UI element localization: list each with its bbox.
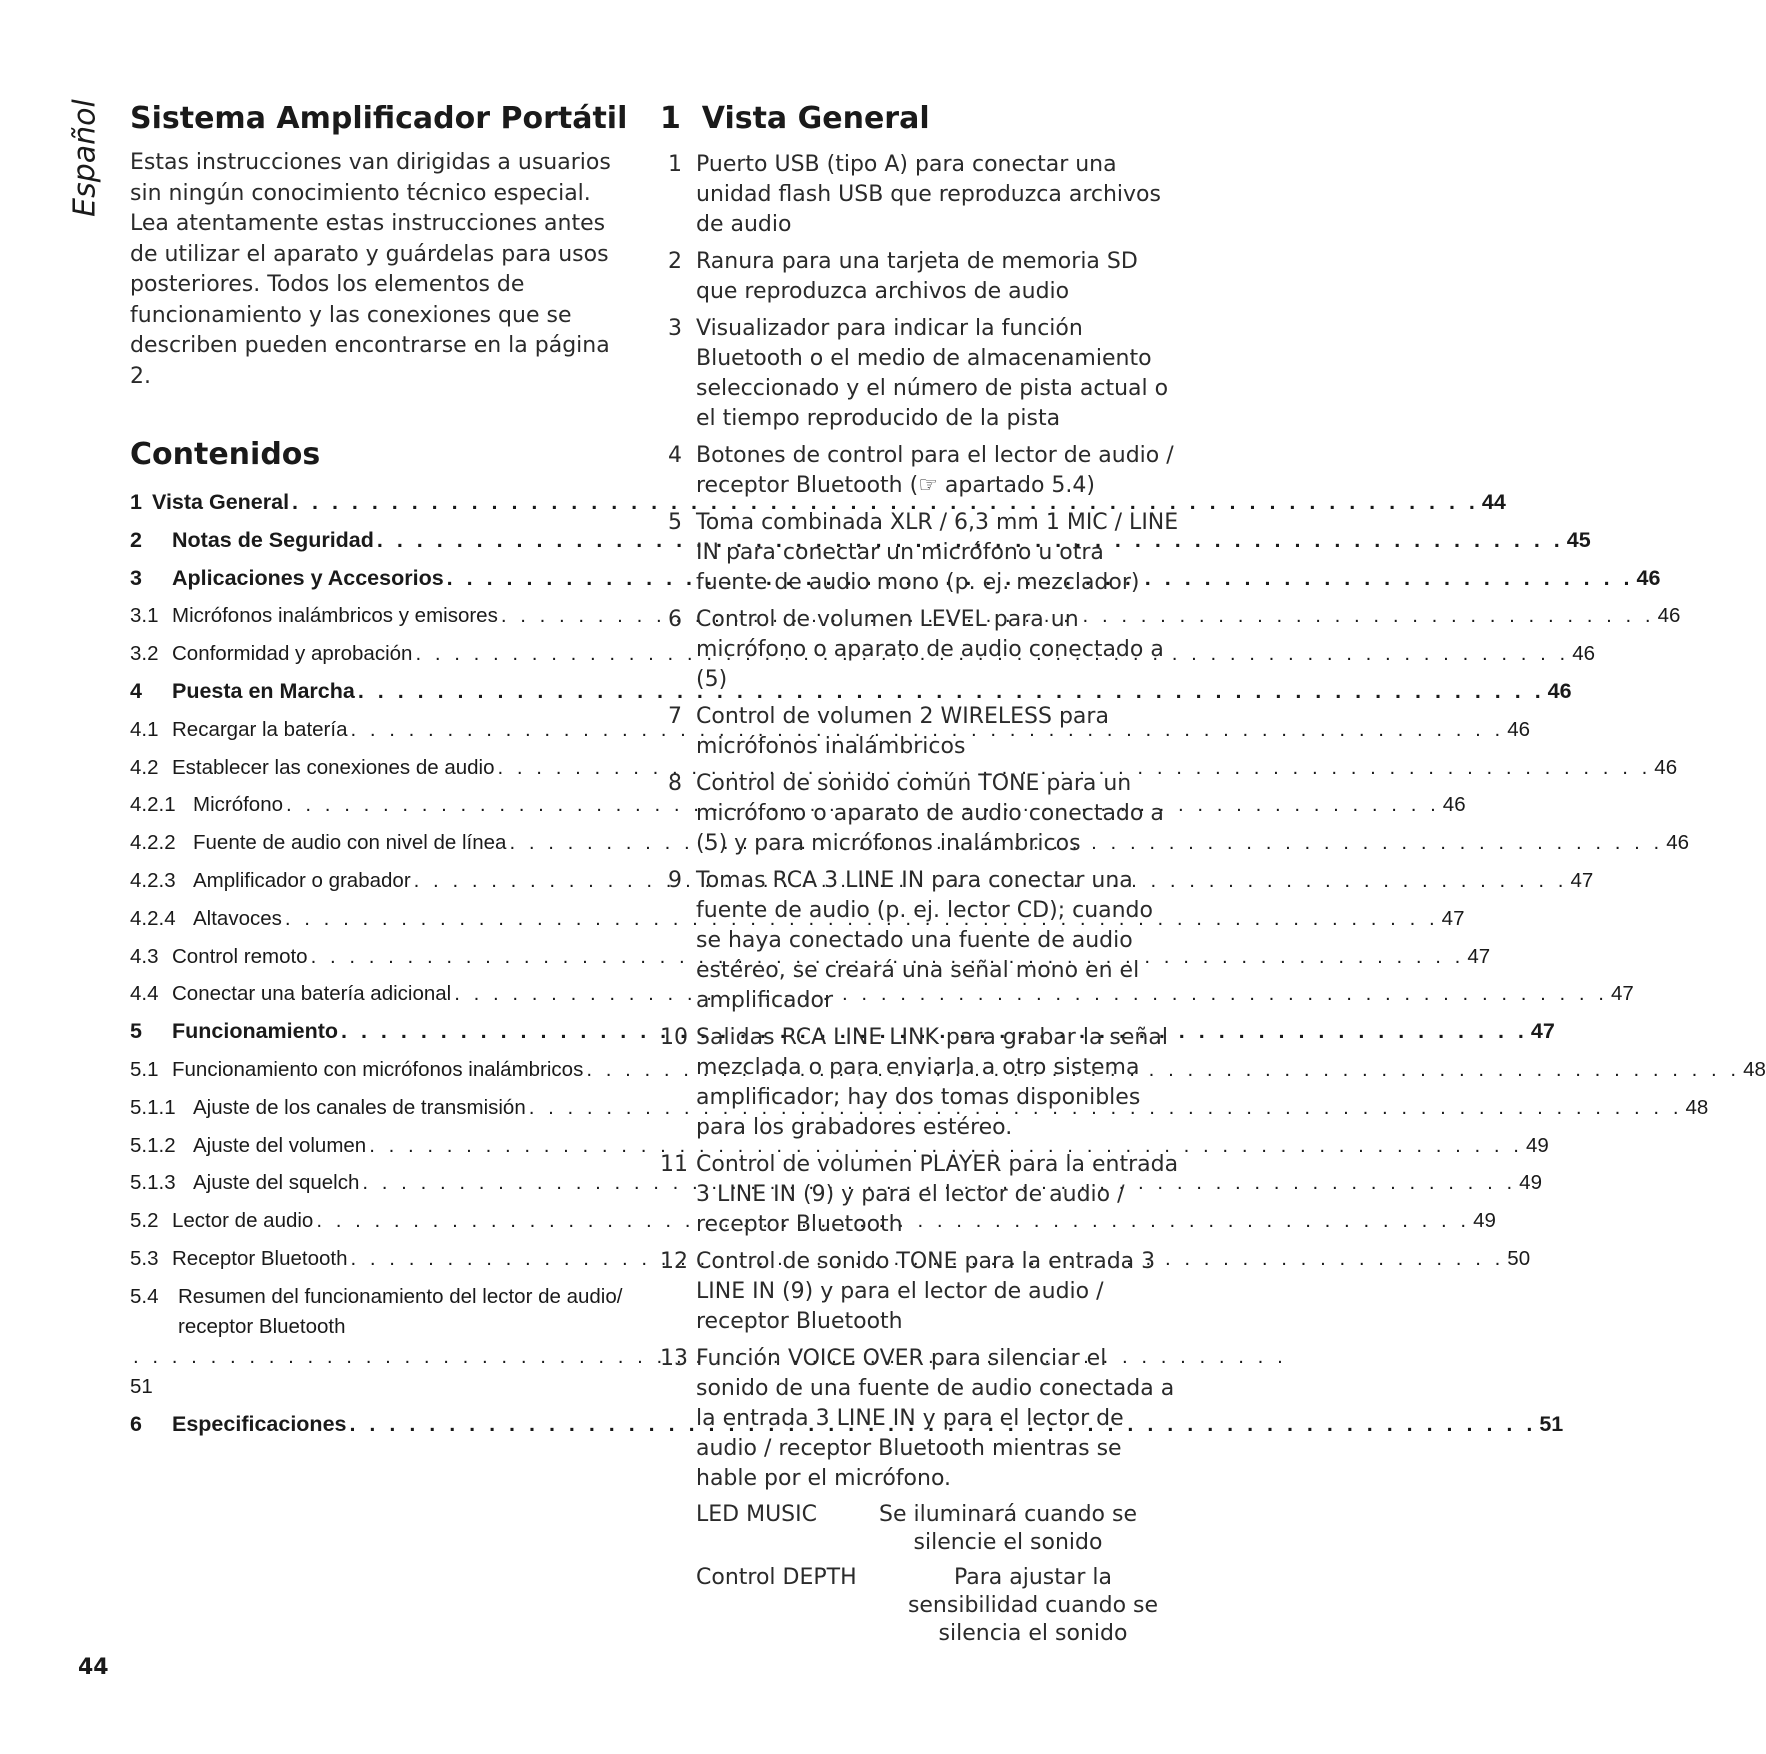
toc-page: 46 <box>1547 678 1572 703</box>
toc-entry <box>130 1406 1564 1444</box>
item-text: Control de volumen 2 WIRELESS para micrófonos inalámbricos <box>696 704 1109 759</box>
toc-title: Establecer las conexiones de audio <box>172 755 495 779</box>
toc-page: 47 <box>1570 868 1594 892</box>
toc-page: 48 <box>1743 1057 1766 1081</box>
page-number: 44 <box>78 1655 109 1680</box>
overview-item <box>660 508 1180 598</box>
toc-title: Micrófonos inalámbricos y emisores <box>172 604 498 628</box>
item-number: 5 <box>668 510 682 535</box>
toc-page: 48 <box>1685 1095 1709 1119</box>
toc-title: Ajuste de los canales de transmisión <box>193 1095 526 1119</box>
toc-number: 4.2.4 <box>130 906 176 930</box>
toc-page: 47 <box>1530 1019 1555 1044</box>
toc-title: Ajuste del volumen <box>193 1133 367 1157</box>
toc-title: Receptor Bluetooth <box>172 1246 348 1270</box>
toc-number: 4.2.3 <box>130 868 176 892</box>
overview-item <box>660 769 1180 859</box>
item-number: 9 <box>668 868 682 893</box>
intro-paragraph: Estas instrucciones van dirigidas a usuarios sin ningún conocimiento técnico especial. Lea atentamente estas instrucciones antes de utilizar el aparato y guárdelas para usos posteriores. Todos los elementos de funcionamiento y las conexiones que se describen pueden encontrarse en la página 2. <box>130 150 611 389</box>
overview-item <box>660 605 1180 695</box>
item-text: Tomas RCA 3 LINE IN para conectar una fuente de audio (p. ej. lector CD); cuando se haya conectado una fuente de audio estéreo, se creará una señal mono en el amplificador <box>696 868 1153 1013</box>
toc-entry <box>130 673 1572 711</box>
overview-item <box>660 702 1180 762</box>
toc-title: Control remoto <box>172 944 308 968</box>
toc-number: 4 <box>130 678 142 703</box>
voice-over-sub-items <box>696 1501 1180 1648</box>
overview-item <box>660 1247 1180 1337</box>
toc-page: 49 <box>1473 1209 1496 1233</box>
overview-heading <box>660 100 1180 138</box>
toc-page: 47 <box>1467 944 1491 968</box>
toc-number: 5.2 <box>130 1209 159 1233</box>
toc-title: Amplificador o grabador <box>193 868 411 892</box>
toc-number: 3.1 <box>130 604 159 628</box>
toc-title: Funcionamiento <box>172 1019 339 1044</box>
sub-item <box>696 1501 1180 1557</box>
toc-page: 46 <box>1572 642 1596 666</box>
item-number: 3 <box>668 316 682 341</box>
sub-item-label: Control DEPTH <box>696 1565 857 1590</box>
toc-number: 5.1 <box>130 1057 159 1081</box>
sub-item-description: Se iluminará cuando se silencie el sonido <box>878 1502 1138 1555</box>
toc-number: 3.2 <box>130 642 159 666</box>
toc-entry <box>130 1051 1766 1089</box>
item-number: 6 <box>668 607 682 632</box>
toc-number: 1 <box>130 490 142 514</box>
toc-number: 4.2.2 <box>130 831 176 855</box>
toc-title: Lector de audio <box>172 1209 314 1233</box>
toc-entry <box>130 1202 1496 1240</box>
overview-item <box>660 314 1180 434</box>
toc-number: 4.2 <box>130 755 159 779</box>
overview-item <box>660 1344 1180 1494</box>
toc-title: Puesta en Marcha <box>172 678 355 703</box>
item-number: 2 <box>668 249 682 274</box>
toc-number: 5.1.2 <box>130 1133 176 1157</box>
toc-number: 3 <box>130 565 142 590</box>
right-column <box>660 100 1180 1655</box>
toc-title: Conectar una batería adicional <box>172 982 452 1006</box>
item-text: Ranura para una tarjeta de memoria SD que reproduzca archivos de audio <box>696 249 1138 304</box>
overview-item <box>660 866 1180 1016</box>
item-number: 7 <box>668 704 682 729</box>
toc-page: 47 <box>1441 906 1465 930</box>
toc-number: 5.3 <box>130 1246 159 1270</box>
toc-number: 6 <box>130 1411 142 1436</box>
toc-entry <box>130 1278 635 1406</box>
toc-title: Funcionamiento con micrófonos inalámbricos <box>172 1057 584 1081</box>
toc-entry <box>130 560 1661 598</box>
item-number: 11 <box>660 1152 688 1177</box>
item-number: 1 <box>668 152 682 177</box>
overview-item <box>660 247 1180 307</box>
toc-entry <box>130 484 1506 522</box>
toc-number: 4.3 <box>130 944 159 968</box>
sub-item <box>696 1564 1180 1648</box>
overview-item <box>660 1150 1180 1240</box>
toc-page: 46 <box>1666 831 1690 855</box>
overview-item <box>660 150 1180 240</box>
toc-number: 5 <box>130 1019 142 1044</box>
item-text: Visualizador para indicar la función Bluetooth o el medio de almacenamiento seleccionado y el número de pista actual o el tiempo reproducido de la pista <box>696 316 1169 431</box>
item-text: Control de sonido común TONE para un micrófono o aparato de audio conectado a (5) y para micrófonos inalámbricos <box>696 771 1164 856</box>
toc-page: 46 <box>1654 755 1678 779</box>
overview-heading-number: 1 <box>660 101 681 136</box>
toc-entry <box>130 975 1634 1013</box>
item-number: 12 <box>660 1249 688 1274</box>
toc-page: 46 <box>1657 604 1681 628</box>
toc-entry <box>130 597 1681 635</box>
toc-title: Ajuste del squelch <box>193 1171 360 1195</box>
toc-entry <box>130 900 1465 938</box>
item-number: 8 <box>668 771 682 796</box>
toc-title: Micrófono <box>193 793 284 817</box>
toc-number: 5.4 <box>130 1284 159 1308</box>
language-label-text: Español <box>67 98 103 217</box>
item-text: Función VOICE OVER para silenciar el sonido de una fuente de audio conectada a la entrada 3 LINE IN y para el lector de audio / receptor Bluetooth mientras se hable por el micrófono. <box>696 1346 1175 1491</box>
overview-item-list <box>660 150 1180 1494</box>
item-text: Puerto USB (tipo A) para conectar una unidad flash USB que reproduzca archivos de audio <box>696 152 1161 237</box>
toc-entry <box>130 862 1594 900</box>
toc-page: 46 <box>1507 717 1531 741</box>
toc-title: Aplicaciones y Accesorios <box>172 565 444 590</box>
toc-number: 2 <box>130 527 142 552</box>
toc-entry <box>130 522 1591 560</box>
item-text: Toma combinada XLR / 6,3 mm 1 MIC / LINE IN para conectar un micrófono u otra fuente de audio mono (p. ej. mezclador) <box>696 510 1179 595</box>
item-number: 4 <box>668 443 682 468</box>
toc-page: 51 <box>1539 1411 1564 1436</box>
toc-entry <box>130 824 1690 862</box>
toc-title: Conformidad y aprobación <box>172 642 413 666</box>
toc-entry <box>130 635 1596 673</box>
item-number: 10 <box>660 1025 688 1050</box>
toc-title: Fuente de audio con nivel de línea <box>193 831 507 855</box>
item-text: Control de volumen PLAYER para la entrada 3 LINE IN (9) y para el lector de audio / receptor Bluetooth <box>696 1152 1179 1237</box>
toc-number: 5.1.1 <box>130 1095 176 1119</box>
toc-number: 5.1.3 <box>130 1171 176 1195</box>
item-number: 13 <box>660 1346 688 1371</box>
toc-entry <box>130 1089 1709 1127</box>
toc-number: 4.2.1 <box>130 793 176 817</box>
toc-page: 47 <box>1611 982 1634 1006</box>
overview-item <box>660 441 1180 501</box>
toc-title: Resumen del funcionamiento del lector de audio/ <box>178 1284 623 1308</box>
toc-title: Especificaciones <box>172 1411 347 1436</box>
toc-page: 45 <box>1566 527 1591 552</box>
toc-page: 51 <box>130 1374 153 1398</box>
item-text: Salidas RCA LINE LINK para grabar la señal mezclada o para enviarla a otro sistema amplificador; hay dos tomas disponibles para los grabadores estéreo. <box>696 1025 1168 1140</box>
toc-entry <box>130 786 1466 824</box>
toc-page: 50 <box>1507 1246 1531 1270</box>
toc-entry <box>130 749 1678 787</box>
overview-heading-text: Vista General <box>701 101 930 136</box>
overview-item <box>660 1023 1180 1143</box>
toc-page: 49 <box>1526 1133 1549 1157</box>
item-text: Control de sonido TONE para la entrada 3 LINE IN (9) y para el lector de audio / receptor Bluetooth <box>696 1249 1156 1334</box>
toc-title: Recargar la batería <box>172 717 348 741</box>
toc-page: 49 <box>1519 1171 1542 1195</box>
toc-page: 46 <box>1442 793 1466 817</box>
contents-heading: Contenidos <box>130 437 321 472</box>
sub-item-description: Para ajustar la sensibilidad cuando se silencia el sonido <box>907 1565 1159 1646</box>
toc-entry <box>130 938 1491 976</box>
toc-number: 4.4 <box>130 982 159 1006</box>
toc-title-continued: receptor Bluetooth <box>178 1314 346 1338</box>
item-text: Control de volumen LEVEL para un micrófono o aparato de audio conectado a (5) <box>696 607 1164 692</box>
toc-title: Altavoces <box>193 906 282 930</box>
toc-title: Notas de Seguridad <box>172 527 374 552</box>
page-title: Sistema Amplificador Portátil <box>130 101 628 136</box>
toc-title: Vista General <box>152 490 290 514</box>
toc-page: 46 <box>1636 565 1661 590</box>
toc-page: 44 <box>1481 490 1506 514</box>
item-text: Botones de control para el lector de audio / receptor Bluetooth (☞ apartado 5.4) <box>696 443 1174 498</box>
toc-number: 4.1 <box>130 717 159 741</box>
language-side-label <box>60 90 110 225</box>
sub-item-label: LED MUSIC <box>696 1502 817 1527</box>
